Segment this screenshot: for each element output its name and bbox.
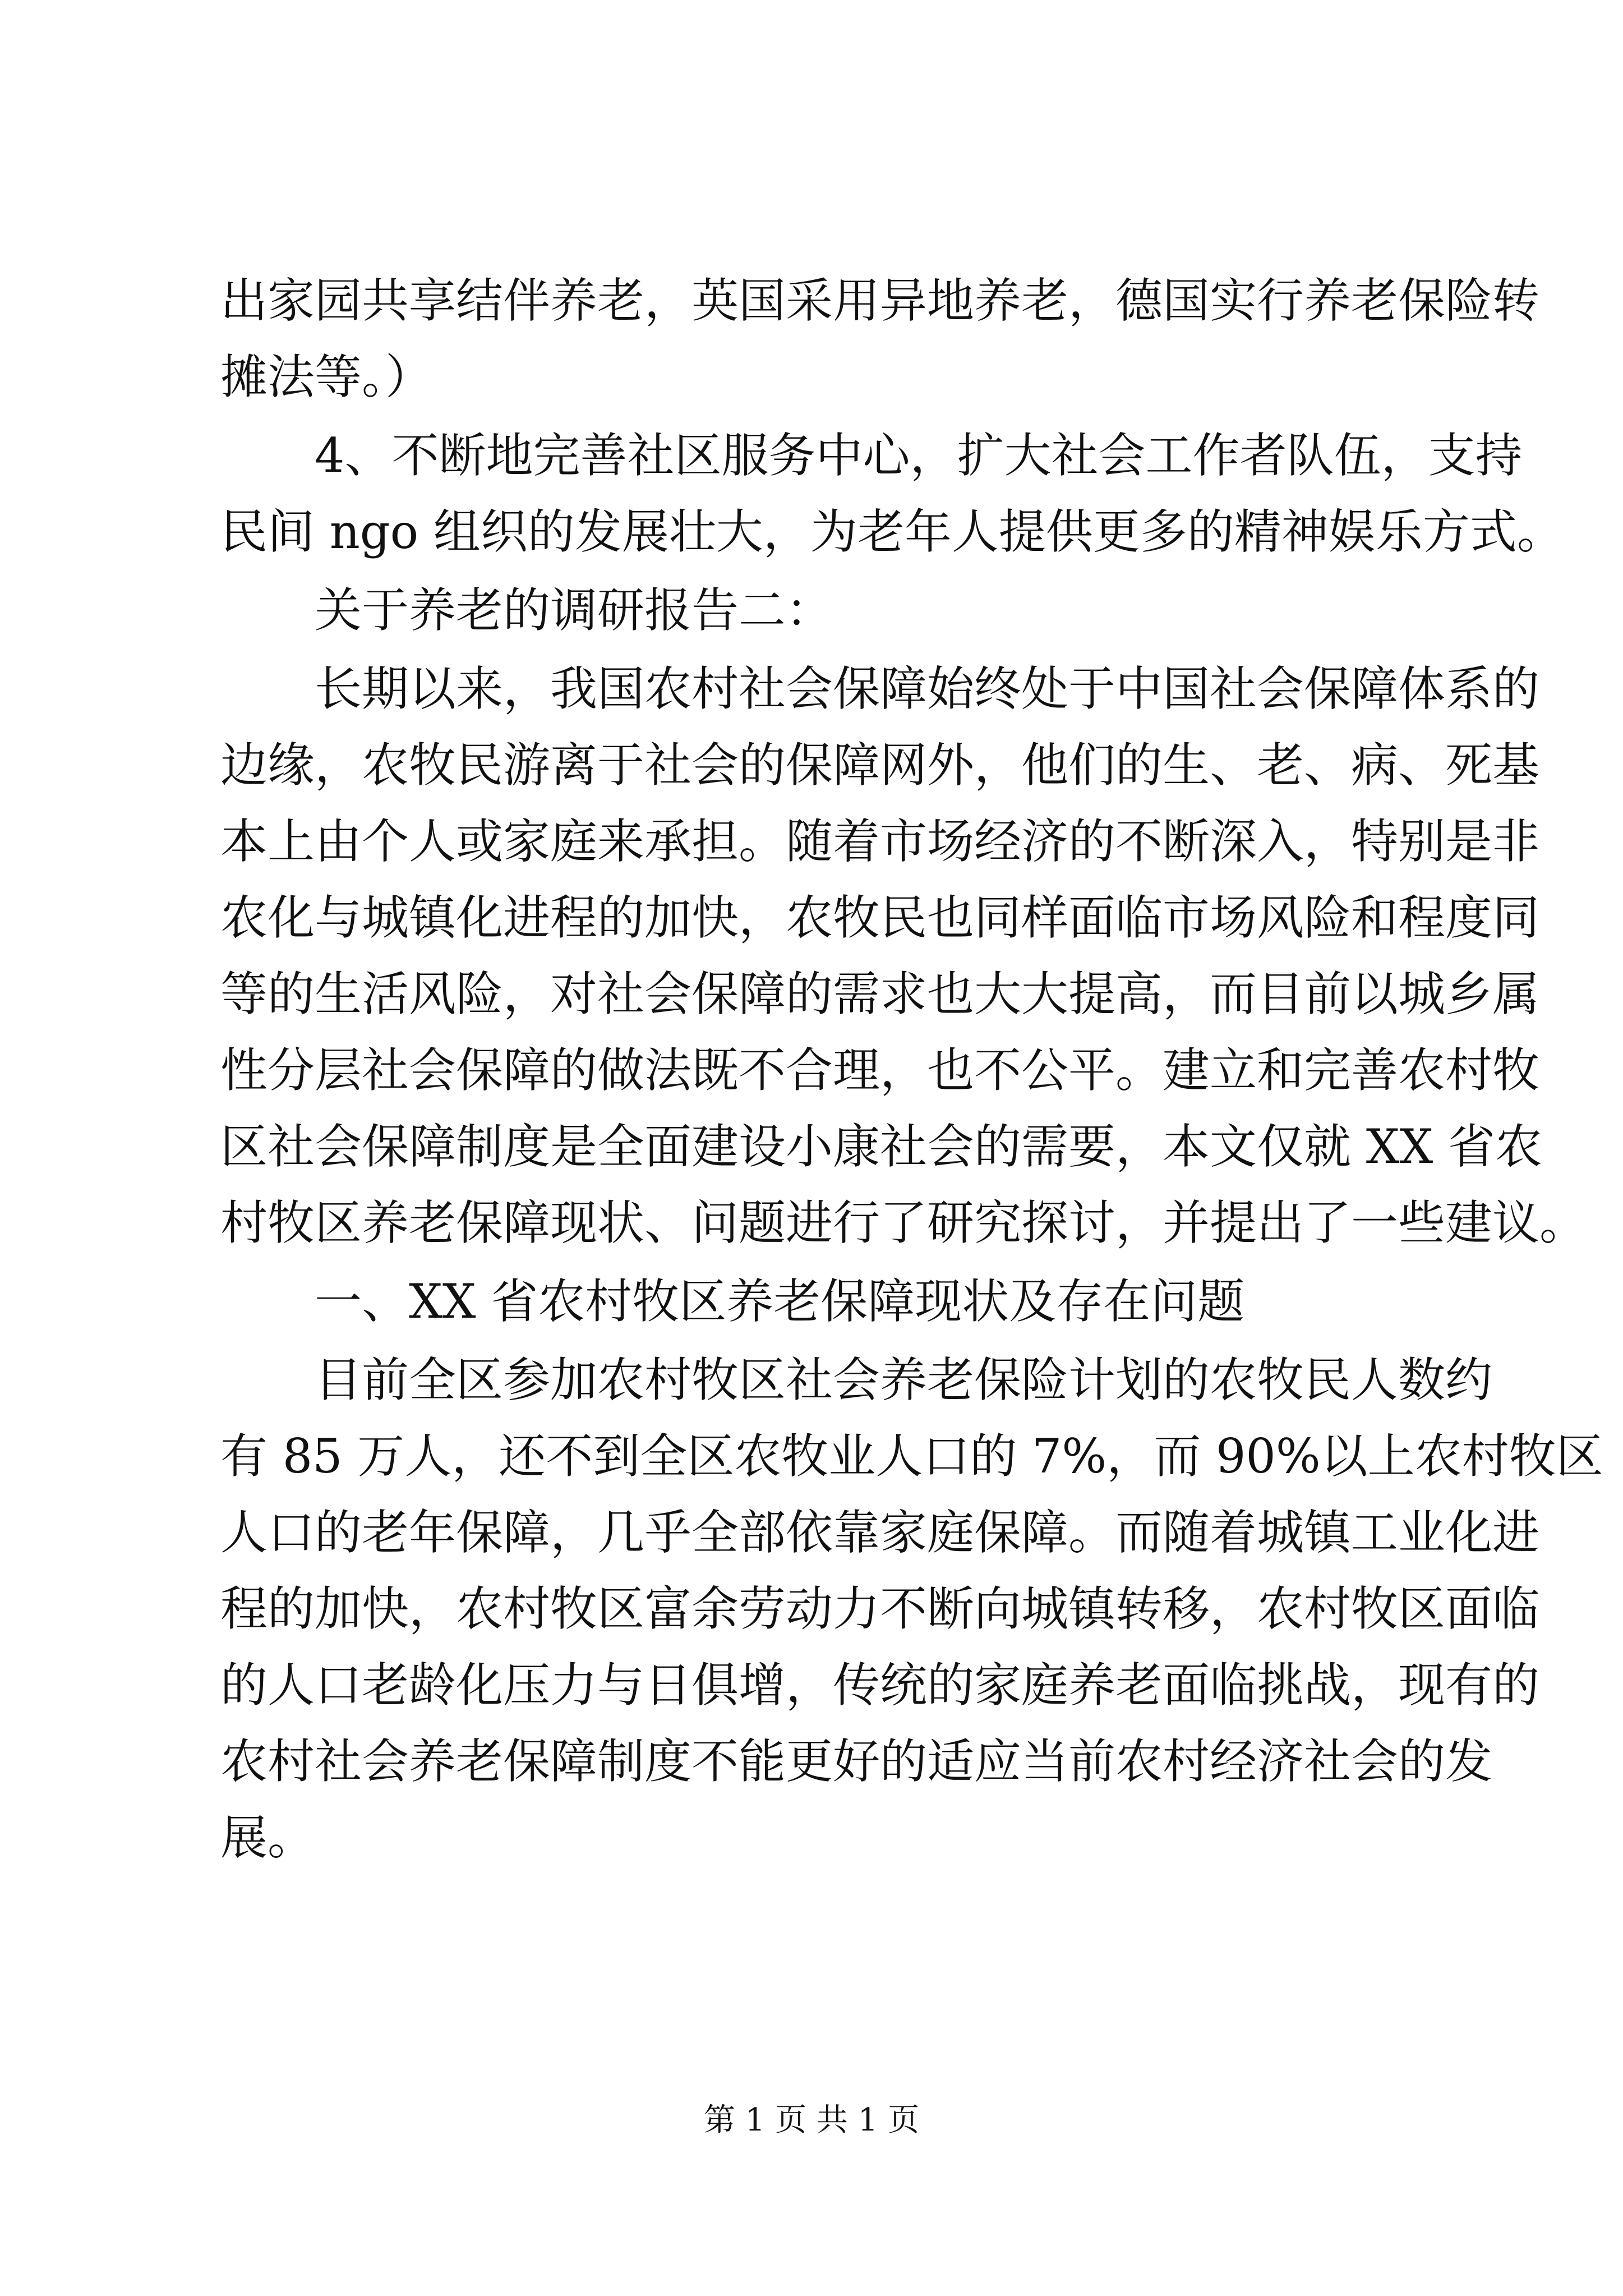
text-line: 的人口老龄化压力与日俱增，传统的家庭养老面临挑战，现有的 — [220, 1658, 1540, 1713]
page-number-label: 第 1 页 共 1 页 — [703, 2102, 920, 2138]
text-line: 摊法等。） — [220, 349, 433, 404]
text-line: 目前全区参加农村牧区社会养老保险计划的农牧民人数约 — [315, 1352, 1493, 1407]
page-footer — [0, 2098, 1623, 2143]
report-two-heading — [220, 572, 1412, 648]
text-line: 本上由个人或家庭来承担。随着市场经济的不断深入，特别是非 — [220, 814, 1540, 869]
text-line: 展。 — [220, 1810, 315, 1865]
document-body — [220, 263, 1603, 1876]
text-line: 有 85 万人，还不到全区农牧业人口的 7%，而 90%以上农村牧区 — [220, 1429, 1603, 1484]
text-line: 程的加快，农村牧区富余劳动力不断向城镇转移，农村牧区面临 — [220, 1581, 1540, 1636]
paragraph-section-one-body — [220, 1342, 1603, 1876]
text-line: 4、不断地完善社区服务中心，扩大社会工作者队伍，支持 — [315, 428, 1523, 483]
section-one-heading — [220, 1263, 1412, 1340]
paragraph-intro — [220, 651, 1587, 1261]
text-line: 人口的老年保障，几乎全部依靠家庭保障。而随着城镇工业化进 — [220, 1505, 1540, 1560]
text-line: 农村社会养老保障制度不能更好的适应当前农村经济社会的发 — [220, 1734, 1493, 1789]
text-line: 长期以来，我国农村社会保障始终处于中国社会保障体系的 — [315, 661, 1540, 716]
text-line: 民间 ngo 组织的发展壮大，为老年人提供更多的精神娱乐方式。 — [220, 504, 1564, 559]
text-line: 性分层社会保障的做法既不合理，也不公平。建立和完善农村牧 — [220, 1043, 1540, 1098]
text-line: 等的生活风险，对社会保障的需求也大大提高，而目前以城乡属 — [220, 967, 1540, 1022]
heading-text: 一、XX 省农村牧区养老保障现状及存在问题 — [315, 1274, 1245, 1329]
text-line: 区社会保障制度是全面建设小康社会的需要，本文仅就 XX 省农 — [220, 1119, 1543, 1174]
heading-text: 关于养老的调研报告二： — [315, 583, 833, 638]
text-line: 村牧区养老保障现状、问题进行了研究探讨，并提出了一些建议。 — [220, 1195, 1587, 1250]
text-line: 边缘，农牧民游离于社会的保障网外，他们的生、老、病、死基 — [220, 738, 1540, 793]
text-line: 出家园共享结伴养老，英国采用异地养老，德国实行养老保险转 — [220, 273, 1540, 328]
text-line: 农化与城镇化进程的加快，农牧民也同样面临市场风险和程度同 — [220, 890, 1540, 945]
paragraph-continuation — [220, 263, 1540, 415]
paragraph-item-4 — [220, 417, 1564, 570]
